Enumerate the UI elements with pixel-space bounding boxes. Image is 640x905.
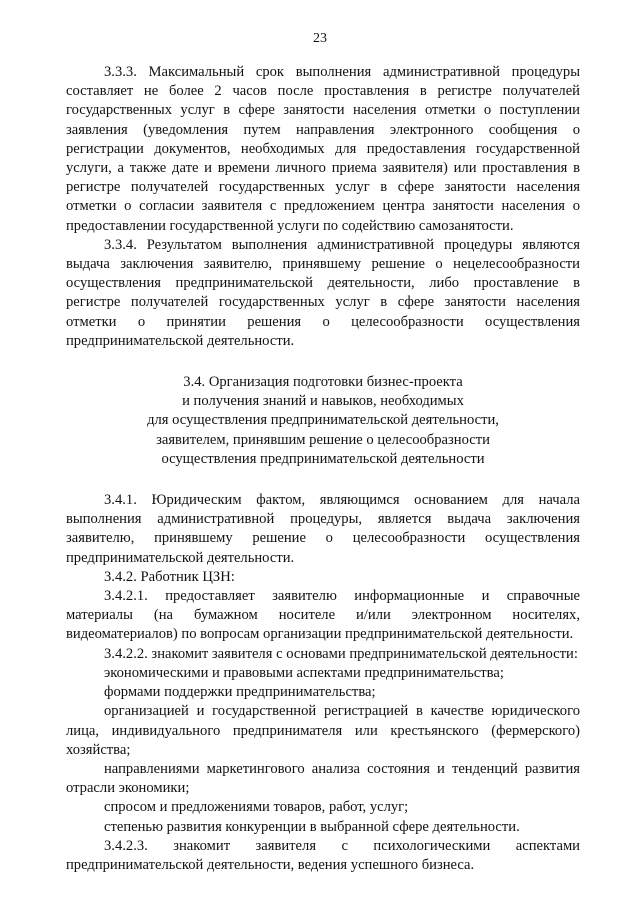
list-item: спросом и предложениями товаров, работ, услуг;	[104, 799, 409, 816]
heading-line: для осуществления предпринимательской деятельности,	[147, 412, 499, 429]
paragraph-3-4-1: 3.4.1. Юридическим фактом, являющимся основанием для начала выполнения административной процедуры, является выдача заключения заявителю, принявшему решение о целесообразности осуществления предпринимательской деятельности.	[66, 492, 580, 566]
page-number: 23	[313, 31, 327, 46]
list-item: организацией и государственной регистрацией в качестве юридического лица, индивидуального предпринимателя или крестьянского (фермерского) хозяйства;	[66, 703, 580, 758]
list-item: формами поддержки предпринимательства;	[104, 684, 376, 701]
document-body	[66, 63, 580, 875]
paragraph-3-4-2-3: 3.4.2.3. знакомит заявителя с психологическими аспектами предпринимательской деятельности, ведения успешного бизнеса.	[66, 837, 580, 873]
heading-line: заявителем, принявшим решение о целесообразности	[156, 431, 490, 448]
paragraph-3-4-2-1: 3.4.2.1. предоставляет заявителю информационные и справочные материалы (на бумажном носителе и/или электронном носителях, видеоматериалов) по вопросам организации предпринимательской деятельности.	[66, 588, 580, 643]
paragraph-3-4-2: 3.4.2. Работник ЦЗН:	[104, 568, 235, 585]
list-item: степенью развития конкуренции в выбранной сфере деятельности.	[104, 818, 520, 835]
section-heading-3-4	[66, 373, 580, 469]
paragraph-3-4-2-2: 3.4.2.2. знакомит заявителя с основами предпринимательской деятельности:	[104, 645, 578, 662]
list-item: направлениями маркетингового анализа состояния и тенденций развития отрасли экономики;	[66, 760, 580, 797]
heading-line: 3.4. Организация подготовки бизнес-проекта	[183, 374, 463, 391]
list-item: экономическими и правовыми аспектами предпринимательства;	[104, 664, 504, 681]
heading-line: осуществления предпринимательской деятельности	[161, 450, 485, 467]
heading-line: и получения знаний и навыков, необходимых	[182, 393, 464, 410]
paragraph-3-3-3: 3.3.3. Максимальный срок выполнения административной процедуры составляет не более 2 часов после проставления в регистре получателей государственных услуг в сфере занятости населения отметки о поступлении заявления (уведомления путем направления электронного сообщения о регистрации документов, необходимых для предоставления государственной услуги, а также дате и времени личного приема заявителя) или проставления в регистре получателей государственных услуг в сфере занятости населения отметки о согласии заявителя с предложением центра занятости населения о предоставлении государственной услуги по содействию самозанятости.	[66, 64, 580, 234]
paragraph-3-3-4: 3.3.4. Результатом выполнения административной процедуры являются выдача заключения заявителю, принявшему решение о нецелесообразности осуществления предпринимательской деятельности, либо проставление в регистре получателей государственных услуг в сфере занятости населения отметки о принятии решения о целесообразности осуществления предпринимательской деятельности.	[66, 236, 580, 349]
section-3-4-body	[66, 491, 580, 875]
